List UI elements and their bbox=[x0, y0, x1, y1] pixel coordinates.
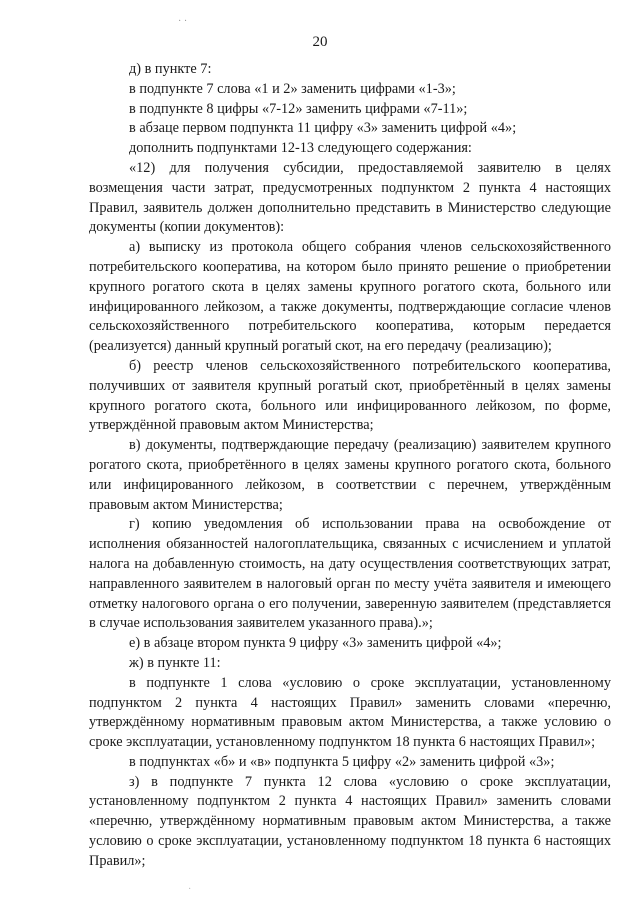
paragraph: а) выписку из протокола общего собрания членов сельскохозяйственного потребительского кооператива, на котором было принято решение о приобретении крупного рогатого скота в целях замены крупного рогатого скота, больного или инфицированного лейкозом, а также документы, подтверждающие согласие членов сельскохозяйственного потребительского кооператива, которым передается (реализуется) данный крупный рогатый скот, на его передачу (реализацию); bbox=[89, 239, 611, 355]
scan-mark: · bbox=[188, 884, 192, 895]
paragraph: е) в абзаце втором пункта 9 цифру «3» заменить цифрой «4»; bbox=[129, 635, 502, 652]
paragraph: з) в подпункте 7 пункта 12 слова «условию о сроке эксплуатации, установленному подпунктом 2 пункта 4 настоящих Правил» заменить словами «перечню, утверждённому нормативным правовым актом Министерства, а также условию о сроке эксплуатации, установленному подпунктом 18 пункта 6 настоящих Правил»; bbox=[89, 773, 611, 869]
paragraph: в подпунктах «б» и «в» подпункта 5 цифру «2» заменить цифрой «3»; bbox=[129, 753, 555, 770]
paragraph: в абзаце первом подпункта 11 цифру «3» заменить цифрой «4»; bbox=[129, 120, 517, 137]
scan-mark: · · bbox=[178, 16, 188, 27]
paragraph: б) реестр членов сельскохозяйственного потребительского кооператива, получивших от заявителя крупный рогатый скот, приобретённый в целях замены крупного рогатого скота, больного или инфицированного лейкозом, по форме, утверждённой правовым актом Министерства; bbox=[89, 357, 611, 434]
paragraph: в) документы, подтверждающие передачу (реализацию) заявителем крупного рогатого скота, приобретённого в целях замены крупного рогатого скота, больного или инфицированного лейкозом, в соответствии с перечнем, утверждённым правовым актом Министерства; bbox=[89, 437, 611, 513]
paragraph: в подпункте 8 цифры «7-12» заменить цифрами «7-11»; bbox=[129, 100, 468, 117]
paragraph: в подпункте 1 слова «условию о сроке эксплуатации, установленному подпунктом 2 пункта 4 настоящих Правил» заменить словами «перечню, утверждённому нормативным правовым актом Министерства, а также условию о сроке эксплуатации, установленному подпунктом 18 пункта 6 настоящих Правил»; bbox=[89, 674, 611, 751]
paragraph: г) копию уведомления об использовании права на освобождение от исполнения обязанностей налогоплательщика, связанных с исчислением и уплатой налога на добавленную стоимость, на дату осуществления соответствующих затрат, направленного заявителем в налоговый орган по месту учёта заявителя и имеющего отметку налогового органа о его получении, заверенную заявителем (представляется в случае использования заявителем указанного права).»; bbox=[89, 516, 611, 632]
paragraph: дополнить подпунктами 12-13 следующего содержания: bbox=[129, 140, 472, 157]
page-number: 20 bbox=[312, 34, 328, 50]
document-body bbox=[89, 60, 611, 872]
paragraph: ж) в пункте 11: bbox=[129, 654, 221, 671]
paragraph: д) в пункте 7: bbox=[129, 61, 212, 77]
paragraph: в подпункте 7 слова «1 и 2» заменить цифрами «1-3»; bbox=[129, 80, 456, 97]
paragraph: «12) для получения субсидии, предоставляемой заявителю в целях возмещения части затрат, предусмотренных подпунктом 2 пункта 4 настоящих Правил, заявитель должен дополнительно представить в Министерство следующие документы (копии документов): bbox=[89, 159, 611, 236]
